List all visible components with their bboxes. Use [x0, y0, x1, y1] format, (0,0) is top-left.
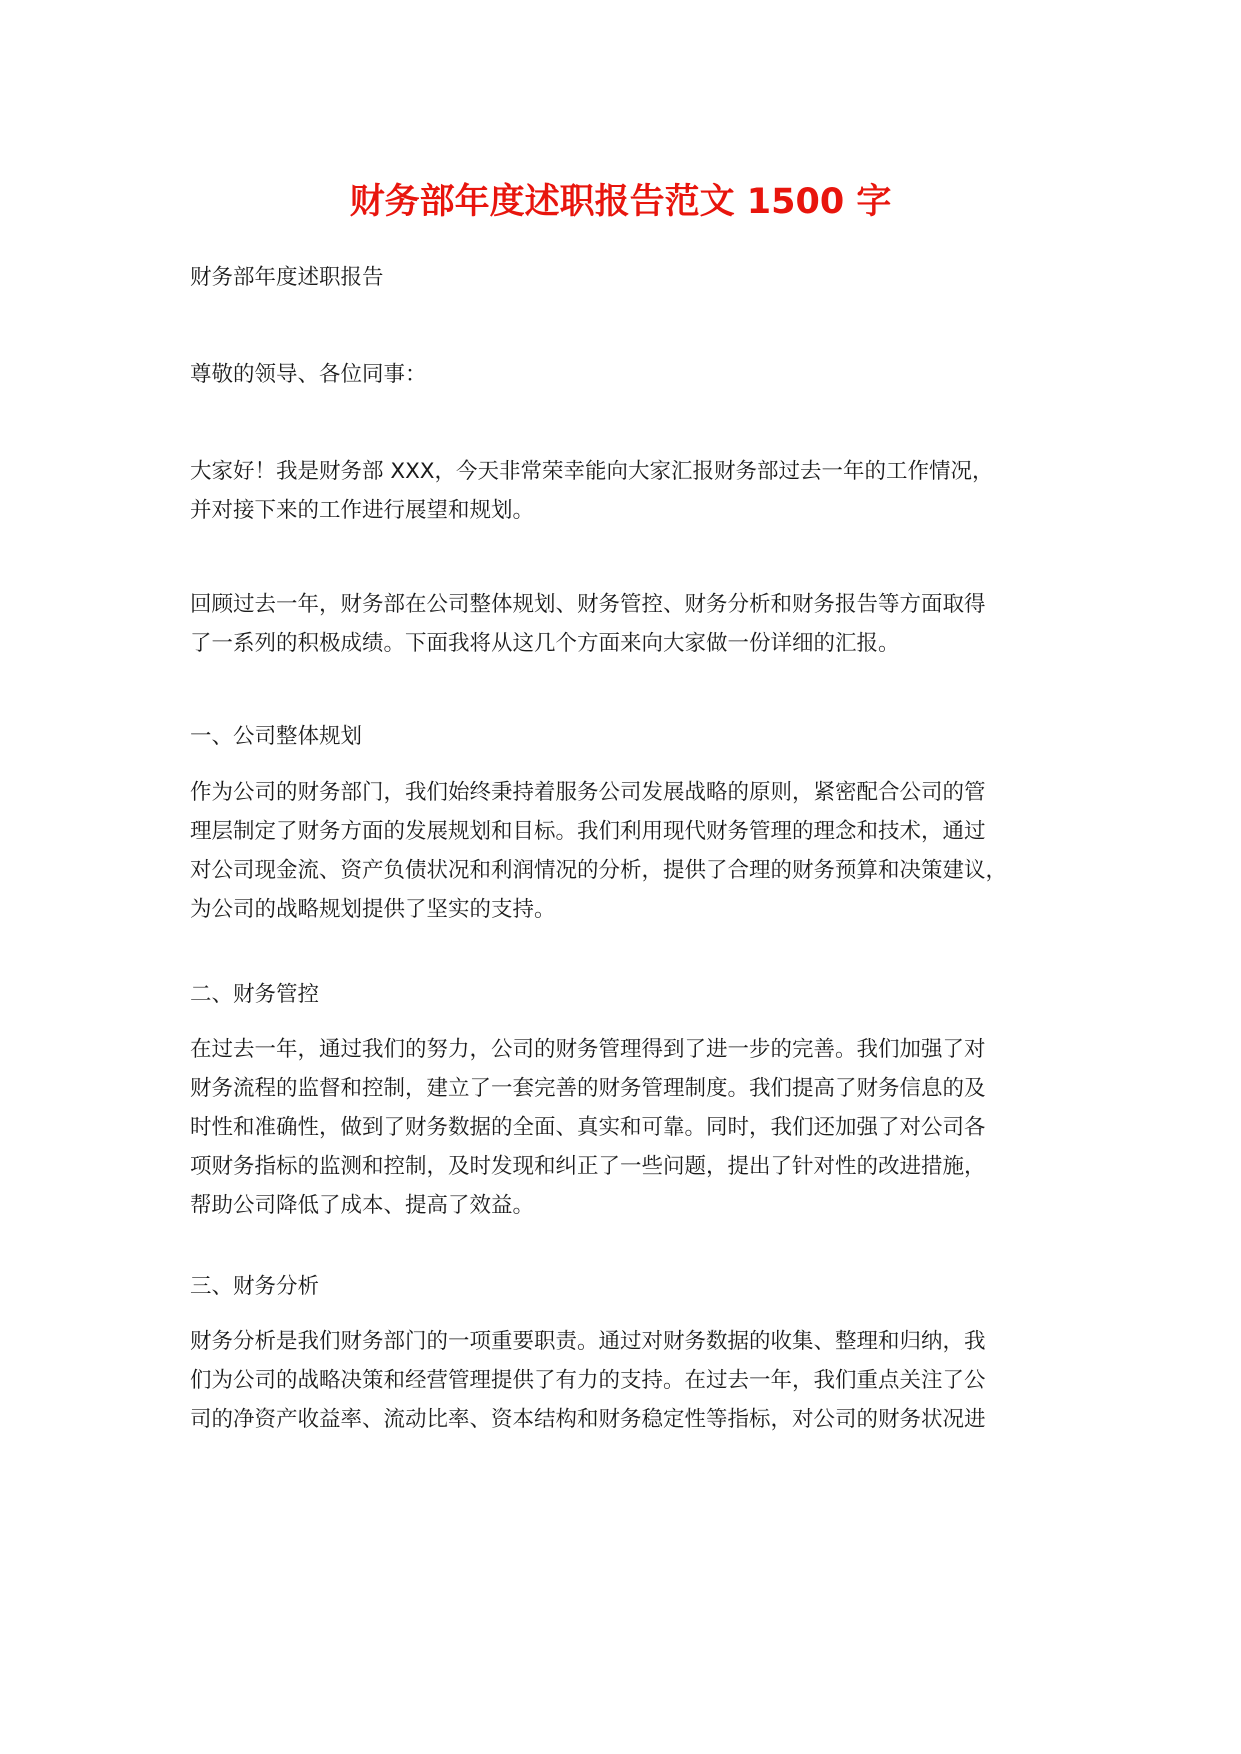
paragraph-line: 了一系列的积极成绩。下面我将从这几个方面来向大家做一份详细的汇报。 — [190, 631, 900, 656]
salutation-text: 尊敬的领导、各位同事： — [190, 362, 427, 387]
intro-paragraph — [190, 452, 1090, 530]
salutation — [190, 355, 1090, 394]
document-subtitle — [190, 258, 1090, 297]
section-1-paragraph — [190, 773, 1090, 929]
section-heading-3 — [190, 1267, 1090, 1306]
review-paragraph — [190, 585, 1090, 663]
subtitle-text: 财务部年度述职报告 — [190, 265, 384, 290]
section-3-paragraph — [190, 1322, 1090, 1439]
paragraph-line: 在过去一年，通过我们的努力，公司的财务管理得到了进一步的完善。我们加强了对 — [190, 1037, 986, 1062]
section-heading-text: 二、财务管控 — [190, 982, 320, 1007]
paragraph-line: 对公司现金流、资产负债状况和利润情况的分析，提供了合理的财务预算和决策建议， — [190, 858, 1008, 883]
paragraph-line: 为公司的战略规划提供了坚实的支持。 — [190, 897, 556, 922]
paragraph-line: 时性和准确性，做到了财务数据的全面、真实和可靠。同时，我们还加强了对公司各 — [190, 1115, 986, 1140]
section-heading-text: 一、公司整体规划 — [190, 724, 363, 749]
section-heading-1 — [190, 717, 1090, 756]
paragraph-line: 帮助公司降低了成本、提高了效益。 — [190, 1193, 535, 1218]
section-heading-text: 三、财务分析 — [190, 1274, 320, 1299]
paragraph-line: 财务流程的监督和控制，建立了一套完善的财务管理制度。我们提高了财务信息的及 — [190, 1076, 986, 1101]
paragraph-line: 作为公司的财务部门，我们始终秉持着服务公司发展战略的原则，紧密配合公司的管 — [190, 780, 986, 805]
paragraph-line: 并对接下来的工作进行展望和规划。 — [190, 498, 535, 523]
section-heading-2 — [190, 975, 1090, 1014]
paragraph-line: 财务分析是我们财务部门的一项重要职责。通过对财务数据的收集、整理和归纳，我 — [190, 1329, 986, 1354]
section-2-paragraph — [190, 1030, 1090, 1225]
paragraph-line: 项财务指标的监测和控制，及时发现和纠正了一些问题，提出了针对性的改进措施， — [190, 1154, 986, 1179]
paragraph-line: 们为公司的战略决策和经营管理提供了有力的支持。在过去一年，我们重点关注了公 — [190, 1368, 986, 1393]
document-title: 财务部年度述职报告范文 1500 字 — [349, 182, 892, 222]
paragraph-line: 司的净资产收益率、流动比率、资本结构和财务稳定性等指标，对公司的财务状况进 — [190, 1407, 986, 1432]
paragraph-line: 大家好！我是财务部 XXX，今天非常荣幸能向大家汇报财务部过去一年的工作情况， — [190, 459, 994, 484]
paragraph-line: 回顾过去一年，财务部在公司整体规划、财务管控、财务分析和财务报告等方面取得 — [190, 592, 986, 617]
paragraph-line: 理层制定了财务方面的发展规划和目标。我们利用现代财务管理的理念和技术，通过 — [190, 819, 986, 844]
